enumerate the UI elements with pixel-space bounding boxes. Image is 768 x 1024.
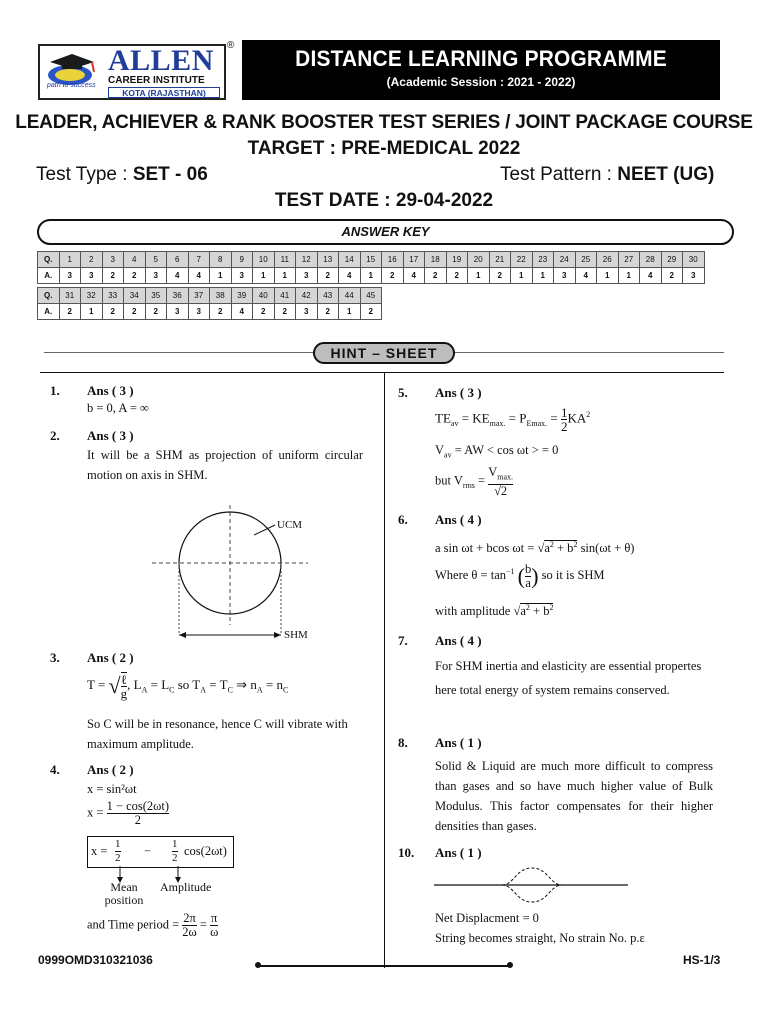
answer-cell: 1 xyxy=(468,268,490,284)
question-number-cell: 2 xyxy=(81,252,103,268)
question-number-cell: 8 xyxy=(210,252,232,268)
question-number-cell: 17 xyxy=(403,252,425,268)
hint-number: 8. xyxy=(398,735,408,750)
hint-number: 10. xyxy=(398,845,415,860)
footer-dot-right xyxy=(507,962,513,968)
answer-cell: 4 xyxy=(188,268,210,284)
question-number-cell: 27 xyxy=(618,252,640,268)
answer-table-2 xyxy=(37,287,382,320)
answer-cell: 2 xyxy=(210,304,232,320)
hint-answer: Ans ( 1 ) xyxy=(435,735,482,750)
hint-answer: Ans ( 3 ) xyxy=(87,383,134,398)
hint-8-text: Solid & Liquid are much more difficult to compress than gases and so have much higher value of Bulk Modulus. This factor compensates for their higher densities than gases. xyxy=(435,759,713,833)
content-top-rule xyxy=(40,372,724,373)
hint-answer: Ans ( 2 ) xyxy=(87,762,134,777)
answer-cell: 2 xyxy=(317,268,339,284)
shm-label: SHM xyxy=(284,629,308,641)
hint-10-line1: Net Displacment = 0 xyxy=(435,911,539,925)
answer-cell: 2 xyxy=(59,304,81,320)
registered-mark: ® xyxy=(227,40,235,51)
question-number-cell: 35 xyxy=(145,288,167,304)
question-number-cell: 29 xyxy=(661,252,683,268)
hint-2 xyxy=(50,428,134,444)
hint-number: 3. xyxy=(50,650,60,665)
answer-cell: 4 xyxy=(339,268,361,284)
answer-row xyxy=(38,304,382,320)
answer-cell: 1 xyxy=(253,268,275,284)
hint-3-text: So C will be in resonance, hence C will vibrate with maximum amplitude. xyxy=(87,717,348,751)
hint-number: 5. xyxy=(398,385,408,400)
hint-7-text: For SHM inertia and elasticity are essential propertes here total energy of system remains conserved. xyxy=(435,659,702,697)
answer-cell: 2 xyxy=(489,268,511,284)
target-title: TARGET : PRE-MEDICAL 2022 xyxy=(247,138,521,159)
question-number-cell: 30 xyxy=(683,252,705,268)
answer-cell: 1 xyxy=(511,268,533,284)
question-number-cell: 6 xyxy=(167,252,189,268)
hint-number: 1. xyxy=(50,383,60,398)
question-number-cell: 15 xyxy=(360,252,382,268)
hint-answer: Ans ( 4 ) xyxy=(435,512,482,527)
hint-4 xyxy=(50,762,134,778)
hint-6 xyxy=(398,512,482,528)
question-number-cell: 23 xyxy=(532,252,554,268)
logo-location: KOTA (RAJASTHAN) xyxy=(108,87,220,98)
question-number-cell: 4 xyxy=(124,252,146,268)
answer-cell: 3 xyxy=(296,304,318,320)
answer-cell: 3 xyxy=(683,268,705,284)
answer-cell: 4 xyxy=(575,268,597,284)
hint-10 xyxy=(398,845,482,861)
q-label: Q. xyxy=(38,288,60,304)
answer-cell: 2 xyxy=(425,268,447,284)
answer-cell: 2 xyxy=(253,304,275,320)
column-divider xyxy=(384,372,385,968)
vav-text: = AW < cos ωt > = 0 xyxy=(454,443,559,457)
answer-row xyxy=(38,268,705,284)
footer-rule xyxy=(258,965,510,967)
question-row xyxy=(38,252,705,268)
hint-3 xyxy=(50,650,134,666)
question-number-cell: 44 xyxy=(339,288,361,304)
mean-position-label: Mean position xyxy=(104,880,144,907)
line3-text: with amplitude xyxy=(435,604,511,619)
answer-cell: 1 xyxy=(618,268,640,284)
question-number-cell: 31 xyxy=(59,288,81,304)
question-number-cell: 5 xyxy=(145,252,167,268)
answer-cell: 2 xyxy=(102,304,124,320)
hint-answer: Ans ( 3 ) xyxy=(87,428,134,443)
question-number-cell: 26 xyxy=(597,252,619,268)
hint-8 xyxy=(398,735,482,751)
question-number-cell: 41 xyxy=(274,288,296,304)
answer-cell: 3 xyxy=(167,304,189,320)
answer-cell: 2 xyxy=(317,304,339,320)
line1-text: a sin ωt + bcos ωt = xyxy=(435,541,535,556)
answer-cell: 2 xyxy=(102,268,124,284)
question-number-cell: 28 xyxy=(640,252,662,268)
programme-banner xyxy=(242,40,720,100)
question-number-cell: 34 xyxy=(124,288,146,304)
question-number-cell: 13 xyxy=(317,252,339,268)
hint-1-text: b = 0, A = ∞ xyxy=(87,401,149,415)
hint-answer: Ans ( 3 ) xyxy=(435,385,482,400)
test-type-value: SET - 06 xyxy=(132,164,208,185)
answer-cell: 2 xyxy=(124,304,146,320)
answer-cell: 3 xyxy=(81,268,103,284)
hint-number: 7. xyxy=(398,633,408,648)
pulse-diagram xyxy=(432,862,632,908)
answer-cell: 3 xyxy=(59,268,81,284)
question-number-cell: 7 xyxy=(188,252,210,268)
answer-cell: 1 xyxy=(81,304,103,320)
hint-4-frac: x = $\frac{1 - \cos(2\omega t)}{2}$ xyxy=(87,799,170,827)
question-number-cell: 45 xyxy=(360,288,382,304)
answer-cell: 1 xyxy=(210,268,232,284)
question-number-cell: 39 xyxy=(231,288,253,304)
question-number-cell: 9 xyxy=(231,252,253,268)
hint-6-line1: a sin ωt + bcos $\omega t = √a^2 + b^2$ sin(ωt + θ) xyxy=(435,540,635,556)
hint-4-period: and Time period = $\frac{2\pi}{2\omega}$ = $\frac{\pi}{\omega}$ xyxy=(87,911,219,939)
hint-number: 2. xyxy=(50,428,60,443)
question-number-cell: 10 xyxy=(253,252,275,268)
answer-cell: 2 xyxy=(124,268,146,284)
hint-5-energy: $TE_{av} = KE_{max.} = P_{Emax.}$ = $\frac{1}{2}$ $KA^2$ xyxy=(435,404,591,434)
question-number-cell: 12 xyxy=(296,252,318,268)
question-number-cell: 24 xyxy=(554,252,576,268)
question-number-cell: 40 xyxy=(253,288,275,304)
hint-3-formula: T = √ $\frac{\text{ℓ}}{g}$ , $L_A = L_C$ so $T_A = T_C$ ⇒ $n_A = n_C$ xyxy=(87,672,289,701)
answer-cell: 2 xyxy=(274,304,296,320)
question-number-cell: 21 xyxy=(489,252,511,268)
hint-sheet-title: HINT – SHEET xyxy=(313,342,455,364)
line2b-text: so it is SHM xyxy=(541,568,605,583)
question-number-cell: 25 xyxy=(575,252,597,268)
answer-cell: 1 xyxy=(597,268,619,284)
question-number-cell: 18 xyxy=(425,252,447,268)
answer-cell: 3 xyxy=(231,268,253,284)
test-date: TEST DATE : 29-04-2022 xyxy=(274,190,494,211)
answer-cell: 2 xyxy=(360,304,382,320)
amplitude-label: Amplitude xyxy=(160,880,212,894)
question-number-cell: 14 xyxy=(339,252,361,268)
hint-2-text: It will be a SHM as projection of uniform circular motion on axis in SHM. xyxy=(87,448,363,482)
answer-cell: 4 xyxy=(167,268,189,284)
question-number-cell: 38 xyxy=(210,288,232,304)
question-number-cell: 1 xyxy=(59,252,81,268)
hint-4-x: x = sin²ωt xyxy=(87,782,137,796)
hint-5-vrms: but $V_{rms}$ = $\frac{V_{max.}}{√2}$ xyxy=(435,465,514,498)
answer-cell: 1 xyxy=(532,268,554,284)
hint-4-box: x = $\frac{1}{2}$ − $\frac{1}{2}$ cos(2ωt) xyxy=(87,836,234,868)
test-pattern-label: Test Pattern : xyxy=(500,164,612,185)
question-number-cell: 19 xyxy=(446,252,468,268)
question-number-cell: 3 xyxy=(102,252,124,268)
logo-name: ALLEN xyxy=(108,44,214,77)
answer-cell: 1 xyxy=(274,268,296,284)
test-type-label: Test Type : xyxy=(36,164,128,185)
hint-5 xyxy=(398,385,482,401)
banner-session: (Academic Session : 2021 - 2022) xyxy=(386,75,576,89)
question-number-cell: 16 xyxy=(382,252,404,268)
but-label: but V xyxy=(435,473,463,488)
ucm-diagram xyxy=(150,505,370,650)
question-row xyxy=(38,288,382,304)
footer-code: 0999OMD310321036 xyxy=(38,953,153,967)
hint-7 xyxy=(398,633,482,649)
question-number-cell: 42 xyxy=(296,288,318,304)
hint-answer: Ans ( 2 ) xyxy=(87,650,134,665)
series-title: LEADER, ACHIEVER & RANK BOOSTER TEST SERIES / JOINT PACKAGE COURSE xyxy=(15,112,753,133)
hint-answer: Ans ( 1 ) xyxy=(435,845,482,860)
footer-dot-left xyxy=(255,962,261,968)
answer-cell: 1 xyxy=(339,304,361,320)
answer-cell: 3 xyxy=(296,268,318,284)
logo-subtitle: CAREER INSTITUTE xyxy=(108,75,205,86)
answer-cell: 2 xyxy=(382,268,404,284)
answer-cell: 4 xyxy=(231,304,253,320)
a-label: A. xyxy=(38,304,60,320)
hint-answer: Ans ( 4 ) xyxy=(435,633,482,648)
answer-cell: 4 xyxy=(403,268,425,284)
hint-number: 6. xyxy=(398,512,408,527)
answer-table-1 xyxy=(37,251,705,284)
test-pattern xyxy=(500,164,714,186)
a-label: A. xyxy=(38,268,60,284)
answer-cell: 3 xyxy=(188,304,210,320)
answer-cell: 1 xyxy=(360,268,382,284)
test-pattern-value: NEET (UG) xyxy=(617,164,715,185)
ucm-label: UCM xyxy=(277,519,303,531)
q-label: Q. xyxy=(38,252,60,268)
answer-key-title: ANSWER KEY xyxy=(37,219,734,245)
question-number-cell: 33 xyxy=(102,288,124,304)
test-type xyxy=(36,164,208,186)
answer-cell: 2 xyxy=(446,268,468,284)
hint-5-vav: $V_{av}$ = AW < cos ωt > = 0 xyxy=(435,443,559,460)
footer-page: HS-1/3 xyxy=(683,953,721,967)
hint-6-line2: Where $\theta = \tan^{-1}$ ( $\frac{b}{a}$ ) so it is SHM xyxy=(435,561,605,590)
question-number-cell: 43 xyxy=(317,288,339,304)
question-number-cell: 11 xyxy=(274,252,296,268)
line2a-text: Where θ = tan xyxy=(435,568,506,583)
question-number-cell: 32 xyxy=(81,288,103,304)
answer-cell: 3 xyxy=(145,268,167,284)
question-number-cell: 20 xyxy=(468,252,490,268)
answer-cell: 4 xyxy=(640,268,662,284)
answer-cell: 3 xyxy=(554,268,576,284)
logo-tagline: path to success xyxy=(47,82,96,89)
question-number-cell: 22 xyxy=(511,252,533,268)
hint-1 xyxy=(50,383,134,399)
question-number-cell: 36 xyxy=(167,288,189,304)
question-number-cell: 37 xyxy=(188,288,210,304)
hint-10-line2: String becomes straight, No strain No. p.ε xyxy=(435,931,645,945)
period-label: and Time period xyxy=(87,917,169,932)
hint-6-line3: with amplitude $√a^2 + b^2$ xyxy=(435,603,554,619)
answer-cell: 2 xyxy=(145,304,167,320)
answer-cell: 2 xyxy=(661,268,683,284)
hint-number: 4. xyxy=(50,762,60,777)
banner-title: DISTANCE LEARNING PROGRAMME xyxy=(295,46,667,71)
